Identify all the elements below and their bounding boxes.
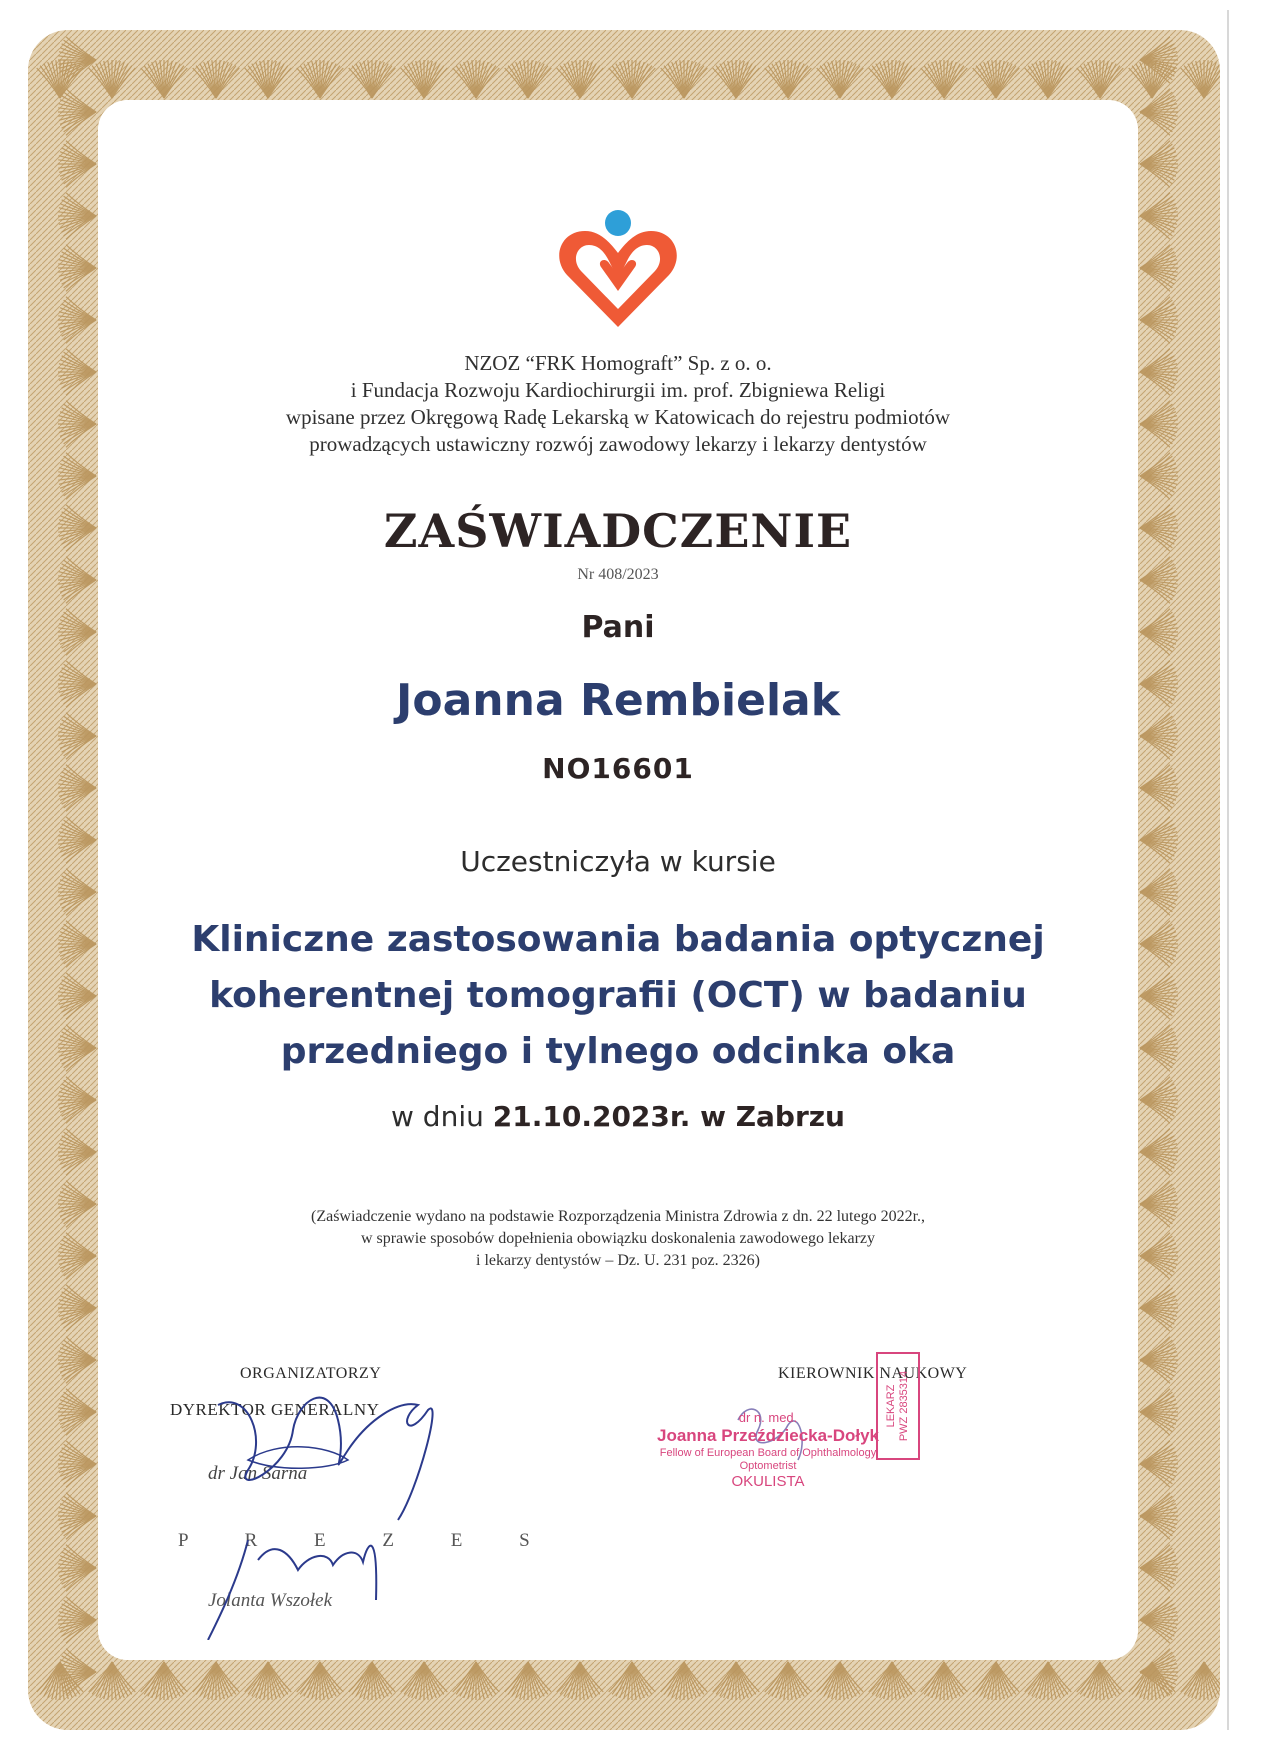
recipient-name: Joanna Rembielak	[396, 675, 840, 726]
date-value: 21.10.2023r. w Zabrzu	[492, 1100, 845, 1133]
director-label: DYREKTOR GENERALNY	[170, 1400, 380, 1419]
course-line-3: przedniego i tylnego odcinka oka	[280, 1031, 956, 1072]
president-name: Jolanta Wszołek	[208, 1590, 333, 1611]
course-line-2: koherentnej tomografii (OCT) w badaniu	[209, 975, 1027, 1016]
course-line-1: Kliniczne zastosowania badania optycznej	[191, 919, 1045, 960]
org-line-4: prowadzących ustawiczny rozwój zawodowy lekarzy i lekarzy dentystów	[309, 432, 927, 456]
stamp-specialty: OKULISTA	[731, 1473, 805, 1490]
doctor-stamp	[618, 1410, 918, 1490]
license-stamp-number: PWZ 2835314	[898, 1370, 910, 1442]
org-line-3: wpisane przez Okręgową Radę Lekarską w Katowicach do rejestru podmiotów	[285, 405, 951, 429]
certificate-body	[98, 100, 1138, 1640]
president-label: P R E Z E S	[178, 1530, 556, 1551]
director-name: dr Jan Sarna	[208, 1463, 308, 1484]
license-stamp	[876, 1352, 920, 1460]
scientific-director-label: KIEROWNIK NAUKOWY	[778, 1365, 968, 1382]
legal-line-1: (Zaświadczenie wydano na podstawie Rozporządzenia Ministra Zdrowia z dn. 22 lutego 2022r.,	[310, 1208, 926, 1225]
certificate-number: Nr 408/2023	[577, 566, 659, 583]
stamp-optometrist: Optometrist	[739, 1460, 797, 1472]
director-signature-loop	[248, 1447, 348, 1468]
legal-line-3: i lekarzy dentystów – Dz. U. 231 poz. 2326)	[476, 1252, 760, 1269]
stamp-name: Joanna Przeździecka-Dołyk	[656, 1426, 880, 1445]
legal-line-2: w sprawie sposobów dopełnienia obowiązku doskonalenia zawodowego lekarzy	[360, 1230, 876, 1247]
handwritten-signatures	[98, 100, 1138, 1640]
date-prefix: w dniu	[391, 1100, 484, 1133]
certificate-title: ZAŚWIADCZENIE	[383, 504, 853, 558]
stamp-fellowship: Fellow of European Board of Ophthalmology	[659, 1447, 877, 1459]
organizers-label: ORGANIZATORZY	[240, 1365, 382, 1382]
page-edge	[1227, 10, 1229, 1730]
stamp-degree: dr n. med.	[738, 1410, 798, 1425]
participation-text: Uczestniczyła w kursie	[460, 845, 776, 878]
president-signature	[208, 1540, 376, 1640]
license-stamp-title: LEKARZ	[885, 1384, 897, 1428]
license-number: NO16601	[542, 752, 694, 785]
org-line-2: i Fundacja Rozwoju Kardiochirurgii im. prof. Zbigniewa Religi	[350, 378, 886, 402]
salutation: Pani	[581, 610, 655, 645]
org-line-1: NZOZ “FRK Homograft” Sp. z o. o.	[464, 351, 772, 375]
